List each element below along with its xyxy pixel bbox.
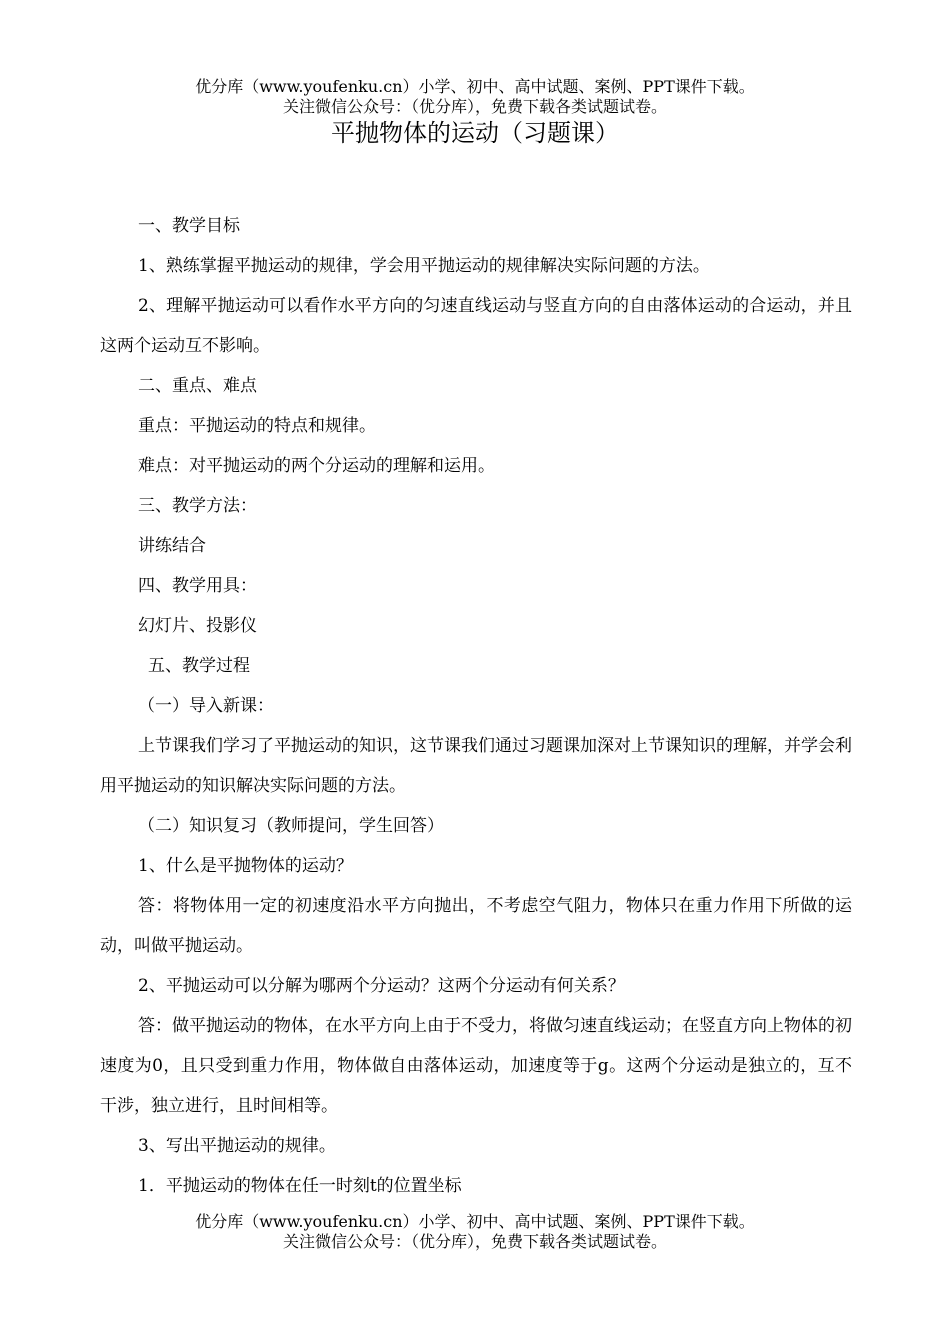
section-heading-methods: 三、教学方法： <box>138 496 257 516</box>
subsection-intro: （一）导入新课： <box>138 696 274 716</box>
document-body <box>100 206 852 1206</box>
teaching-tools: 幻灯片、投影仪 <box>138 616 257 636</box>
objective-1: 1、熟练掌握平抛运动的规律，学会用平抛运动的规律解决实际问题的方法。 <box>138 256 710 276</box>
intro-text: 上节课我们学习了平抛运动的知识，这节课我们通过习题课加深对上节课知识的理解，并学会利用平抛运动的知识解决实际问题的方法。 <box>100 736 852 796</box>
teaching-method: 讲练结合 <box>138 536 206 556</box>
answer-1: 答：将物体用一定的初速度沿水平方向抛出，不考虑空气阻力，物体只在重力作用下所做的运动，叫做平抛运动。 <box>100 896 852 956</box>
section-heading-objectives: 一、教学目标 <box>138 216 240 236</box>
key-point: 重点：平抛运动的特点和规律。 <box>138 416 376 436</box>
rule-1: 1．平抛运动的物体在任一时刻t的位置坐标 <box>138 1176 462 1196</box>
page-footer <box>0 1212 950 1252</box>
difficult-point: 难点：对平抛运动的两个分运动的理解和运用。 <box>138 456 495 476</box>
answer-2: 答：做平抛运动的物体，在水平方向上由于不受力，将做匀速直线运动；在竖直方向上物体的初速度为0，且只受到重力作用，物体做自由落体运动，加速度等于g。这两个分运动是独立的，互不干涉，独立进行，且时间相等。 <box>100 1016 852 1116</box>
question-3: 3、写出平抛运动的规律。 <box>138 1136 336 1156</box>
footer-line-2: 关注微信公众号：（优分库），免费下载各类试题试卷。 <box>282 1232 667 1251</box>
question-1: 1、什么是平抛物体的运动？ <box>138 856 353 876</box>
page-header <box>0 77 950 117</box>
section-heading-key-points: 二、重点、难点 <box>138 376 257 396</box>
subsection-review: （二）知识复习（教师提问，学生回答） <box>138 816 444 836</box>
document-title: 平抛物体的运动（习题课） <box>331 119 619 147</box>
header-line-1: 优分库（www.youfenku.cn）小学、初中、高中试题、案例、PPT课件下载。 <box>195 77 755 96</box>
section-heading-tools: 四、教学用具： <box>138 576 257 596</box>
question-2: 2、平抛运动可以分解为哪两个分运动？这两个分运动有何关系？ <box>138 976 625 996</box>
header-line-2: 关注微信公众号：（优分库），免费下载各类试题试卷。 <box>282 97 667 116</box>
footer-line-1: 优分库（www.youfenku.cn）小学、初中、高中试题、案例、PPT课件下载。 <box>195 1212 755 1231</box>
objective-2: 2、理解平抛运动可以看作水平方向的匀速直线运动与竖直方向的自由落体运动的合运动，并且这两个运动互不影响。 <box>100 296 852 356</box>
section-heading-process: 五、教学过程 <box>148 656 250 676</box>
